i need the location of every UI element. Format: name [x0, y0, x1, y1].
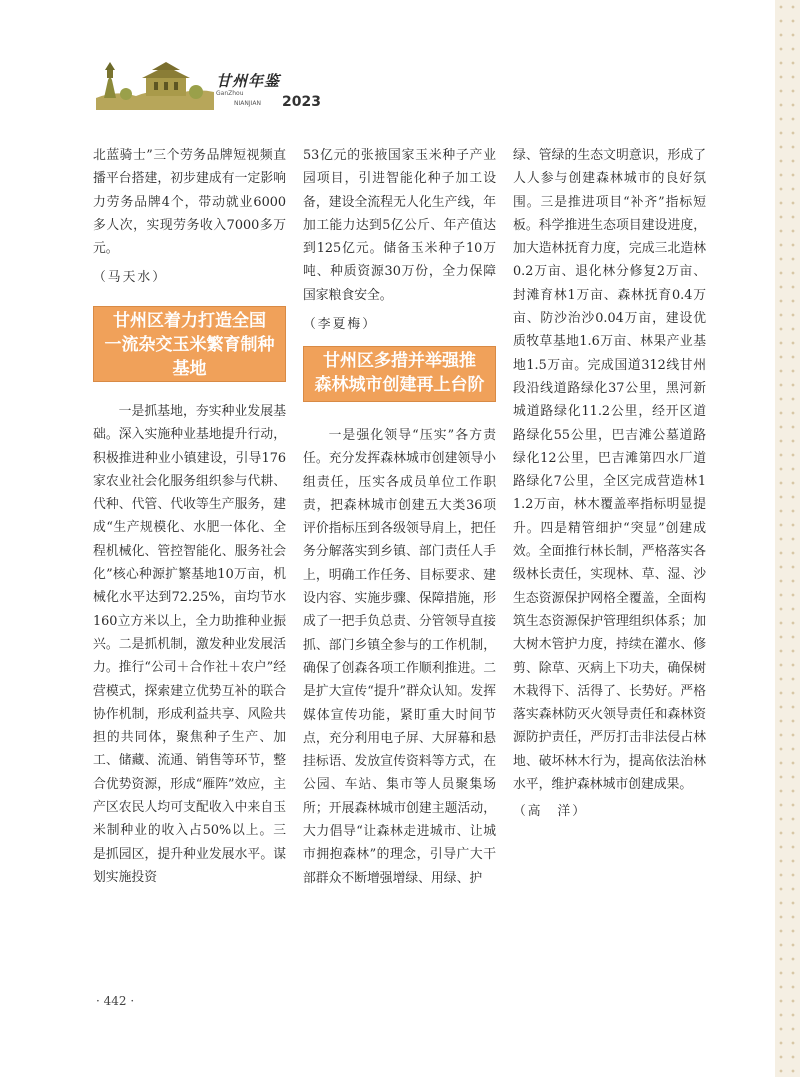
article-title-1-line-2: 一流杂交玉米繁育制种 [104, 335, 275, 355]
col2-continued-paragraph: 53亿元的张掖国家玉米种子产业园项目，引进智能化种子加工设备，建设全流程无人化生产线，年加工能力达到5亿公斤、年产值达到125亿元。储备玉米种子10万吨、种质资源30万份，全力保障国家粮食安全。 [303, 148, 496, 303]
author-col1: （马天水） [93, 270, 167, 286]
col1-continued-paragraph: 北蓝骑士”三个劳务品牌短视频直播平台搭建，初步建成有一定影响力劳务品牌4个，带动就业6000多人次，实现劳务收入7000多万元。 [93, 148, 286, 257]
article-title-2-line-2: 森林城市创建再上台阶 [314, 375, 485, 395]
author-col3: （高 洋） [513, 804, 587, 820]
decorative-side-strip [775, 0, 800, 1077]
column-2-body [303, 424, 496, 890]
article-1-body: 一是抓基地，夯实种业发展基础。深入实施种业基地提升行动，积极推进种业小镇建设，引导176家农业社会化服务组织参与代耕、代种、代管、代收等生产服务，建成“生产规模化、水肥一体化、全程机械化、管控智能化、服务社会化”核心种源扩繁基地10万亩，机械化水平达到72.25%，亩均节水160立方米以上，全力助推种业振兴。二是抓机制，激发种业发展活力。推行“公司＋合作社＋农户”经营模式，探索建立优势互补的联合协作机制，形成利益共享、风险共担的共同体，聚焦种子生产、加工、储藏、流通、销售等环节，整合优势资源，形成“雁阵”效应，主产区农民人均可支配收入中来自玉米制种业的收入占50%以上。三是抓园区，提升种业发展水平。谋划实施投资 [93, 404, 286, 885]
author-col2: （李夏梅） [303, 317, 377, 333]
column-2 [303, 144, 496, 336]
article-title-1-line-1: 甘州区着力打造全国 [113, 311, 266, 331]
yearbook-logo-en-1: GanZhou [216, 90, 244, 97]
column-1 [93, 144, 286, 290]
yearbook-year: 2023 [282, 94, 321, 110]
article-title-1-line-3: 基地 [172, 359, 207, 379]
page-number: · 442 · [96, 994, 135, 1008]
header-landscape-image [96, 58, 214, 110]
article-2-body-continued: 绿、管绿的生态文明意识，形成了人人参与创建森林城市的良好氛围。三是推进项目“补齐”指标短板。科学推进生态项目建设进度，加大造林抚育力度，完成三北造林0.2万亩、退化林分修复2万亩、封滩育林1万亩、森林抚育0.4万亩、防沙治沙0.04万亩，建设优质牧草基地1.6万亩、林果产业基地1.5万亩。完成国道312线甘州段沿线道路绿化37公里，黑河新城道路绿化11.2公里，经开区道路绿化55公里，巴吉滩公墓道路绿化12公里，巴吉滩第四水厂道路绿化7公里，全区完成营造林11.2万亩，林木覆盖率指标明显提升。四是精管细护“突显”创建成效。全面推行林长制，严格落实各级林长责任，实现林、草、湿、沙生态资源保护网格全覆盖，全面构筑生态资源保护管理组织体系；加大树木管护力度，持续在灌水、修剪、除草、灭病上下功夫，确保树木栽得下、活得了、长势好。严格落实森林防灭火领导责任和森林资源防护责任，严厉打击非法侵占林地、破坏林木行为，提高依法治林水平，维护森林城市创建成果。 [513, 148, 706, 793]
column-1-body [93, 400, 286, 889]
yearbook-logo-en-2: NIANJIAN [234, 100, 261, 107]
column-3 [513, 144, 706, 824]
article-2-body: 一是强化领导“压实”各方责任。充分发挥森林城市创建领导小组责任，压实各成员单位工作职责，把森林城市创建五大类36项评价指标压到各级领导肩上，把任务分解落实到乡镇、部门责任人手上，明确工作任务、目标要求、建设内容、实施步骤、保障措施，形成了一把手负总责、分管领导直接抓、部门乡镇全参与的工作机制，确保了创森各项工作顺利推进。二是扩大宣传“提升”群众认知。发挥媒体宣传功能，紧盯重大时间节点，充分利用电子屏、大屏幕和悬挂标语、发放宣传资料等方式，在公园、车站、集市等人员聚集场所；开展森林城市创建主题活动，大力倡导“让森林走进城市、让城市拥抱森林”的理念，引导广大干部群众不断增强增绿、用绿、护 [303, 428, 496, 886]
article-title-2-line-1: 甘州区多措并举强推 [323, 351, 476, 371]
article-title-1 [93, 306, 286, 382]
article-title-2 [303, 346, 496, 402]
yearbook-logo-text: 甘州年鉴 [216, 72, 281, 90]
